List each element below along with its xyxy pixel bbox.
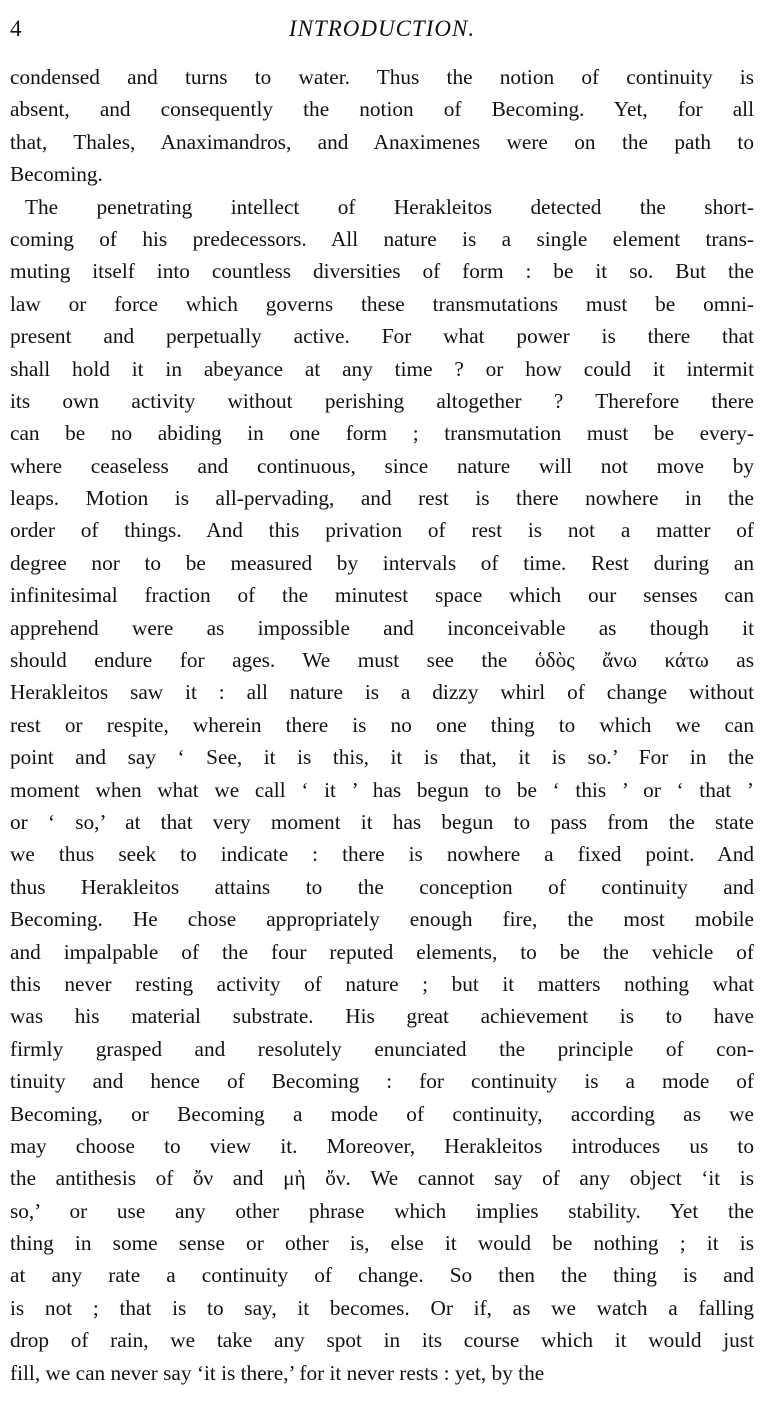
paragraph bbox=[10, 61, 754, 191]
text-line: Becoming, or Becoming a mode of continuity, according as we bbox=[10, 1101, 754, 1126]
text-line: order of things. And this privation of rest is not a matter of bbox=[10, 518, 754, 543]
text-line: where ceaseless and continuous, since nature will not move by bbox=[10, 453, 754, 478]
text-line: absent, and consequently the notion of Becoming. Yet, for all bbox=[10, 97, 754, 122]
text-line: present and perpetually active. For what power is there that bbox=[10, 324, 754, 349]
page-number: 4 bbox=[10, 16, 22, 41]
text-line: tinuity and hence of Becoming : for continuity is a mode of bbox=[10, 1069, 754, 1094]
text-line: the antithesis of ὄν and μὴ ὄν. We cannot say of any object ‘it is bbox=[10, 1166, 754, 1191]
text-line: infinitesimal fraction of the minutest space which our senses can bbox=[10, 583, 754, 608]
text-line: its own activity without perishing altogether ? Therefore there bbox=[10, 388, 754, 413]
text-line: that, Thales, Anaximandros, and Anaximenes were on the path to bbox=[10, 129, 754, 154]
text-line: Herakleitos saw it : all nature is a dizzy whirl of change without bbox=[10, 680, 754, 705]
text-line: leaps. Motion is all-pervading, and rest is there nowhere in the bbox=[10, 486, 754, 511]
text-line: and impalpable of the four reputed elements, to be the vehicle of bbox=[10, 939, 754, 964]
text-line: drop of rain, we take any spot in its course which it would just bbox=[10, 1328, 754, 1353]
text-line: this never resting activity of nature ; but it matters nothing what bbox=[10, 971, 754, 996]
text-line: thus Herakleitos attains to the conception of continuity and bbox=[10, 874, 754, 899]
text-line: so,’ or use any other phrase which implies stability. Yet the bbox=[10, 1198, 754, 1223]
text-line: shall hold it in abeyance at any time ? or how could it intermit bbox=[10, 356, 754, 381]
body-text bbox=[10, 61, 754, 1389]
running-head bbox=[10, 12, 754, 46]
text-line: is not ; that is to say, it becomes. Or if, as we watch a falling bbox=[10, 1295, 754, 1320]
text-line: coming of his predecessors. All nature is a single element trans- bbox=[10, 226, 754, 251]
text-line: was his material substrate. His great achievement is to have bbox=[10, 1004, 754, 1029]
text-line: rest or respite, wherein there is no one thing to which we can bbox=[10, 712, 754, 737]
text-line: or ‘ so,’ at that very moment it has begun to pass from the state bbox=[10, 809, 754, 834]
text-line: we thus seek to indicate : there is nowhere a fixed point. And bbox=[10, 842, 754, 867]
text-line: firmly grasped and resolutely enunciated the principle of con- bbox=[10, 1036, 754, 1061]
text-line: The penetrating intellect of Herakleitos detected the short- bbox=[25, 194, 754, 219]
text-line: at any rate a continuity of change. So then the thing is and bbox=[10, 1263, 754, 1288]
paragraph bbox=[10, 191, 754, 1389]
text-line: law or force which governs these transmutations must be omni- bbox=[10, 291, 754, 316]
text-line: fill, we can never say ‘it is there,’ for it never rests : yet, by the bbox=[10, 1360, 545, 1385]
text-line: condensed and turns to water. Thus the notion of continuity is bbox=[10, 65, 754, 89]
text-line: can be no abiding in one form ; transmutation must be every- bbox=[10, 421, 754, 446]
text-line: muting itself into countless diversities of form : be it so. But the bbox=[10, 259, 754, 284]
book-page bbox=[10, 12, 754, 1389]
text-line: apprehend were as impossible and inconceivable as though it bbox=[10, 615, 754, 640]
text-line: may choose to view it. Moreover, Herakleitos introduces us to bbox=[10, 1133, 754, 1158]
text-line: Becoming. He chose appropriately enough fire, the most mobile bbox=[10, 907, 754, 932]
text-line: degree nor to be measured by intervals of time. Rest during an bbox=[10, 550, 754, 575]
text-line: moment when what we call ‘ it ’ has begun to be ‘ this ’ or ‘ that ’ bbox=[10, 777, 754, 802]
running-title: INTRODUCTION. bbox=[288, 16, 476, 41]
text-line: thing in some sense or other is, else it would be nothing ; it is bbox=[10, 1231, 754, 1256]
text-line: Becoming. bbox=[10, 162, 103, 187]
text-line: point and say ‘ See, it is this, it is that, it is so.’ For in the bbox=[10, 745, 754, 770]
text-line: should endure for ages. We must see the ὁδὸς ἄνω κάτω as bbox=[10, 648, 754, 673]
